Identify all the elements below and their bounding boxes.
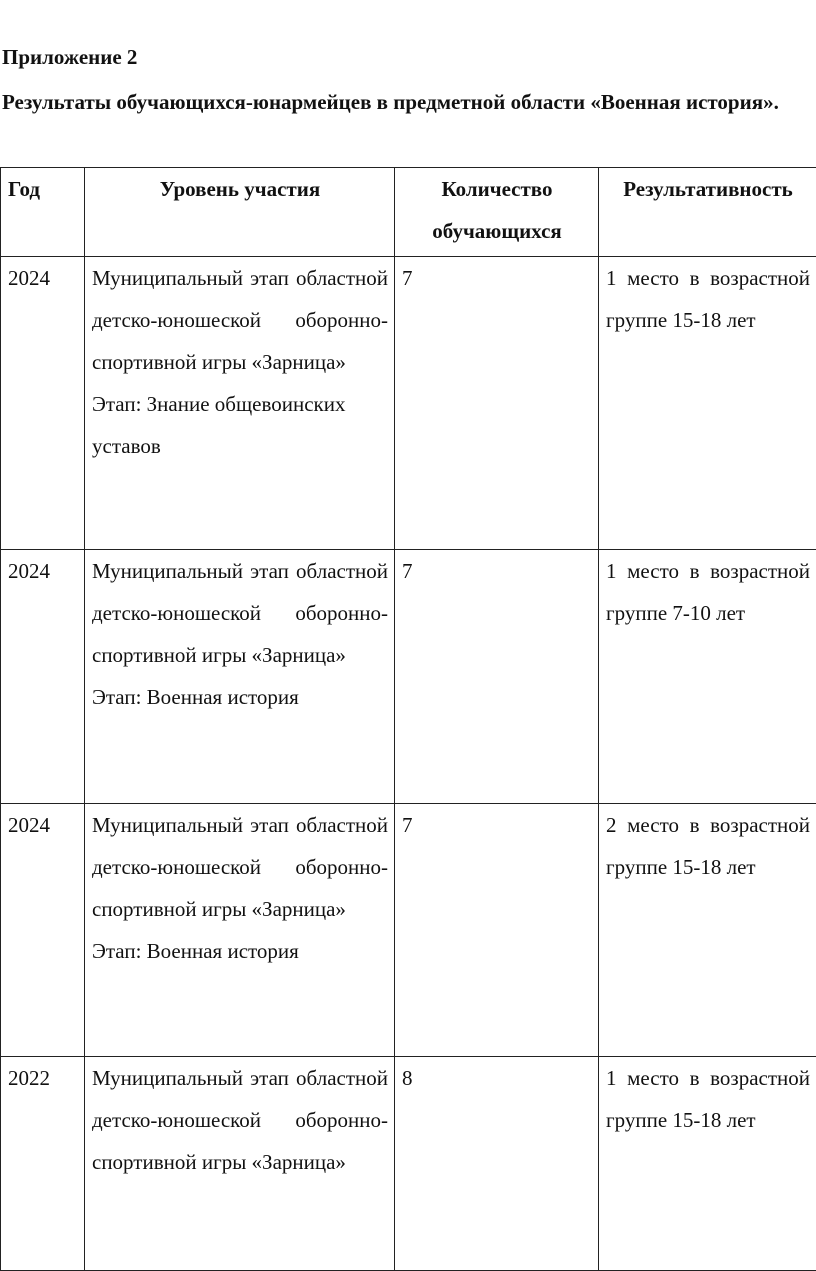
table-header-row	[1, 168, 816, 257]
header-count: Количество обучающихся	[395, 168, 599, 257]
level-text: Муниципальный этап областной детско-юношеской оборонно-спортивной игры «Зарница»	[92, 559, 388, 667]
cell-level	[85, 804, 395, 1057]
appendix-label: Приложение 2	[2, 45, 138, 69]
header-year: Год	[1, 168, 85, 257]
table-row	[1, 257, 816, 550]
table-row	[1, 1057, 816, 1271]
results-table	[0, 167, 816, 1271]
cell-result: 1 место в возрастной группе 15-18 лет	[599, 1057, 816, 1271]
cell-result: 2 место в возрастной группе 15-18 лет	[599, 804, 816, 1057]
level-text: Муниципальный этап областной детско-юношеской оборонно-спортивной игры «Зарница»	[92, 266, 388, 374]
cell-result: 1 место в возрастной группе 7-10 лет	[599, 550, 816, 804]
level-text: Муниципальный этап областной детско-юношеской оборонно-спортивной игры «Зарница»	[92, 813, 388, 921]
cell-level	[85, 257, 395, 550]
header-result: Результативность	[599, 168, 816, 257]
table-row	[1, 550, 816, 804]
cell-year: 2024	[1, 550, 85, 804]
document-heading: Результаты обучающихся-юнармейцев в предметной области «Военная история».	[2, 90, 779, 114]
cell-level	[85, 1057, 395, 1271]
cell-year: 2024	[1, 804, 85, 1057]
cell-count: 8	[395, 1057, 599, 1271]
cell-result: 1 место в возрастной группе 15-18 лет	[599, 257, 816, 550]
level-text: Муниципальный этап областной детско-юношеской оборонно-спортивной игры «Зарница»	[92, 1066, 388, 1174]
cell-count: 7	[395, 550, 599, 804]
header-level: Уровень участия	[85, 168, 395, 257]
cell-level	[85, 550, 395, 804]
cell-count: 7	[395, 804, 599, 1057]
cell-year: 2024	[1, 257, 85, 550]
stage-text: Этап: Военная история	[92, 939, 299, 963]
cell-count: 7	[395, 257, 599, 550]
stage-text: Этап: Военная история	[92, 685, 299, 709]
table-row	[1, 804, 816, 1057]
cell-year: 2022	[1, 1057, 85, 1271]
stage-text: Этап: Знание общевоинских уставов	[92, 392, 346, 458]
